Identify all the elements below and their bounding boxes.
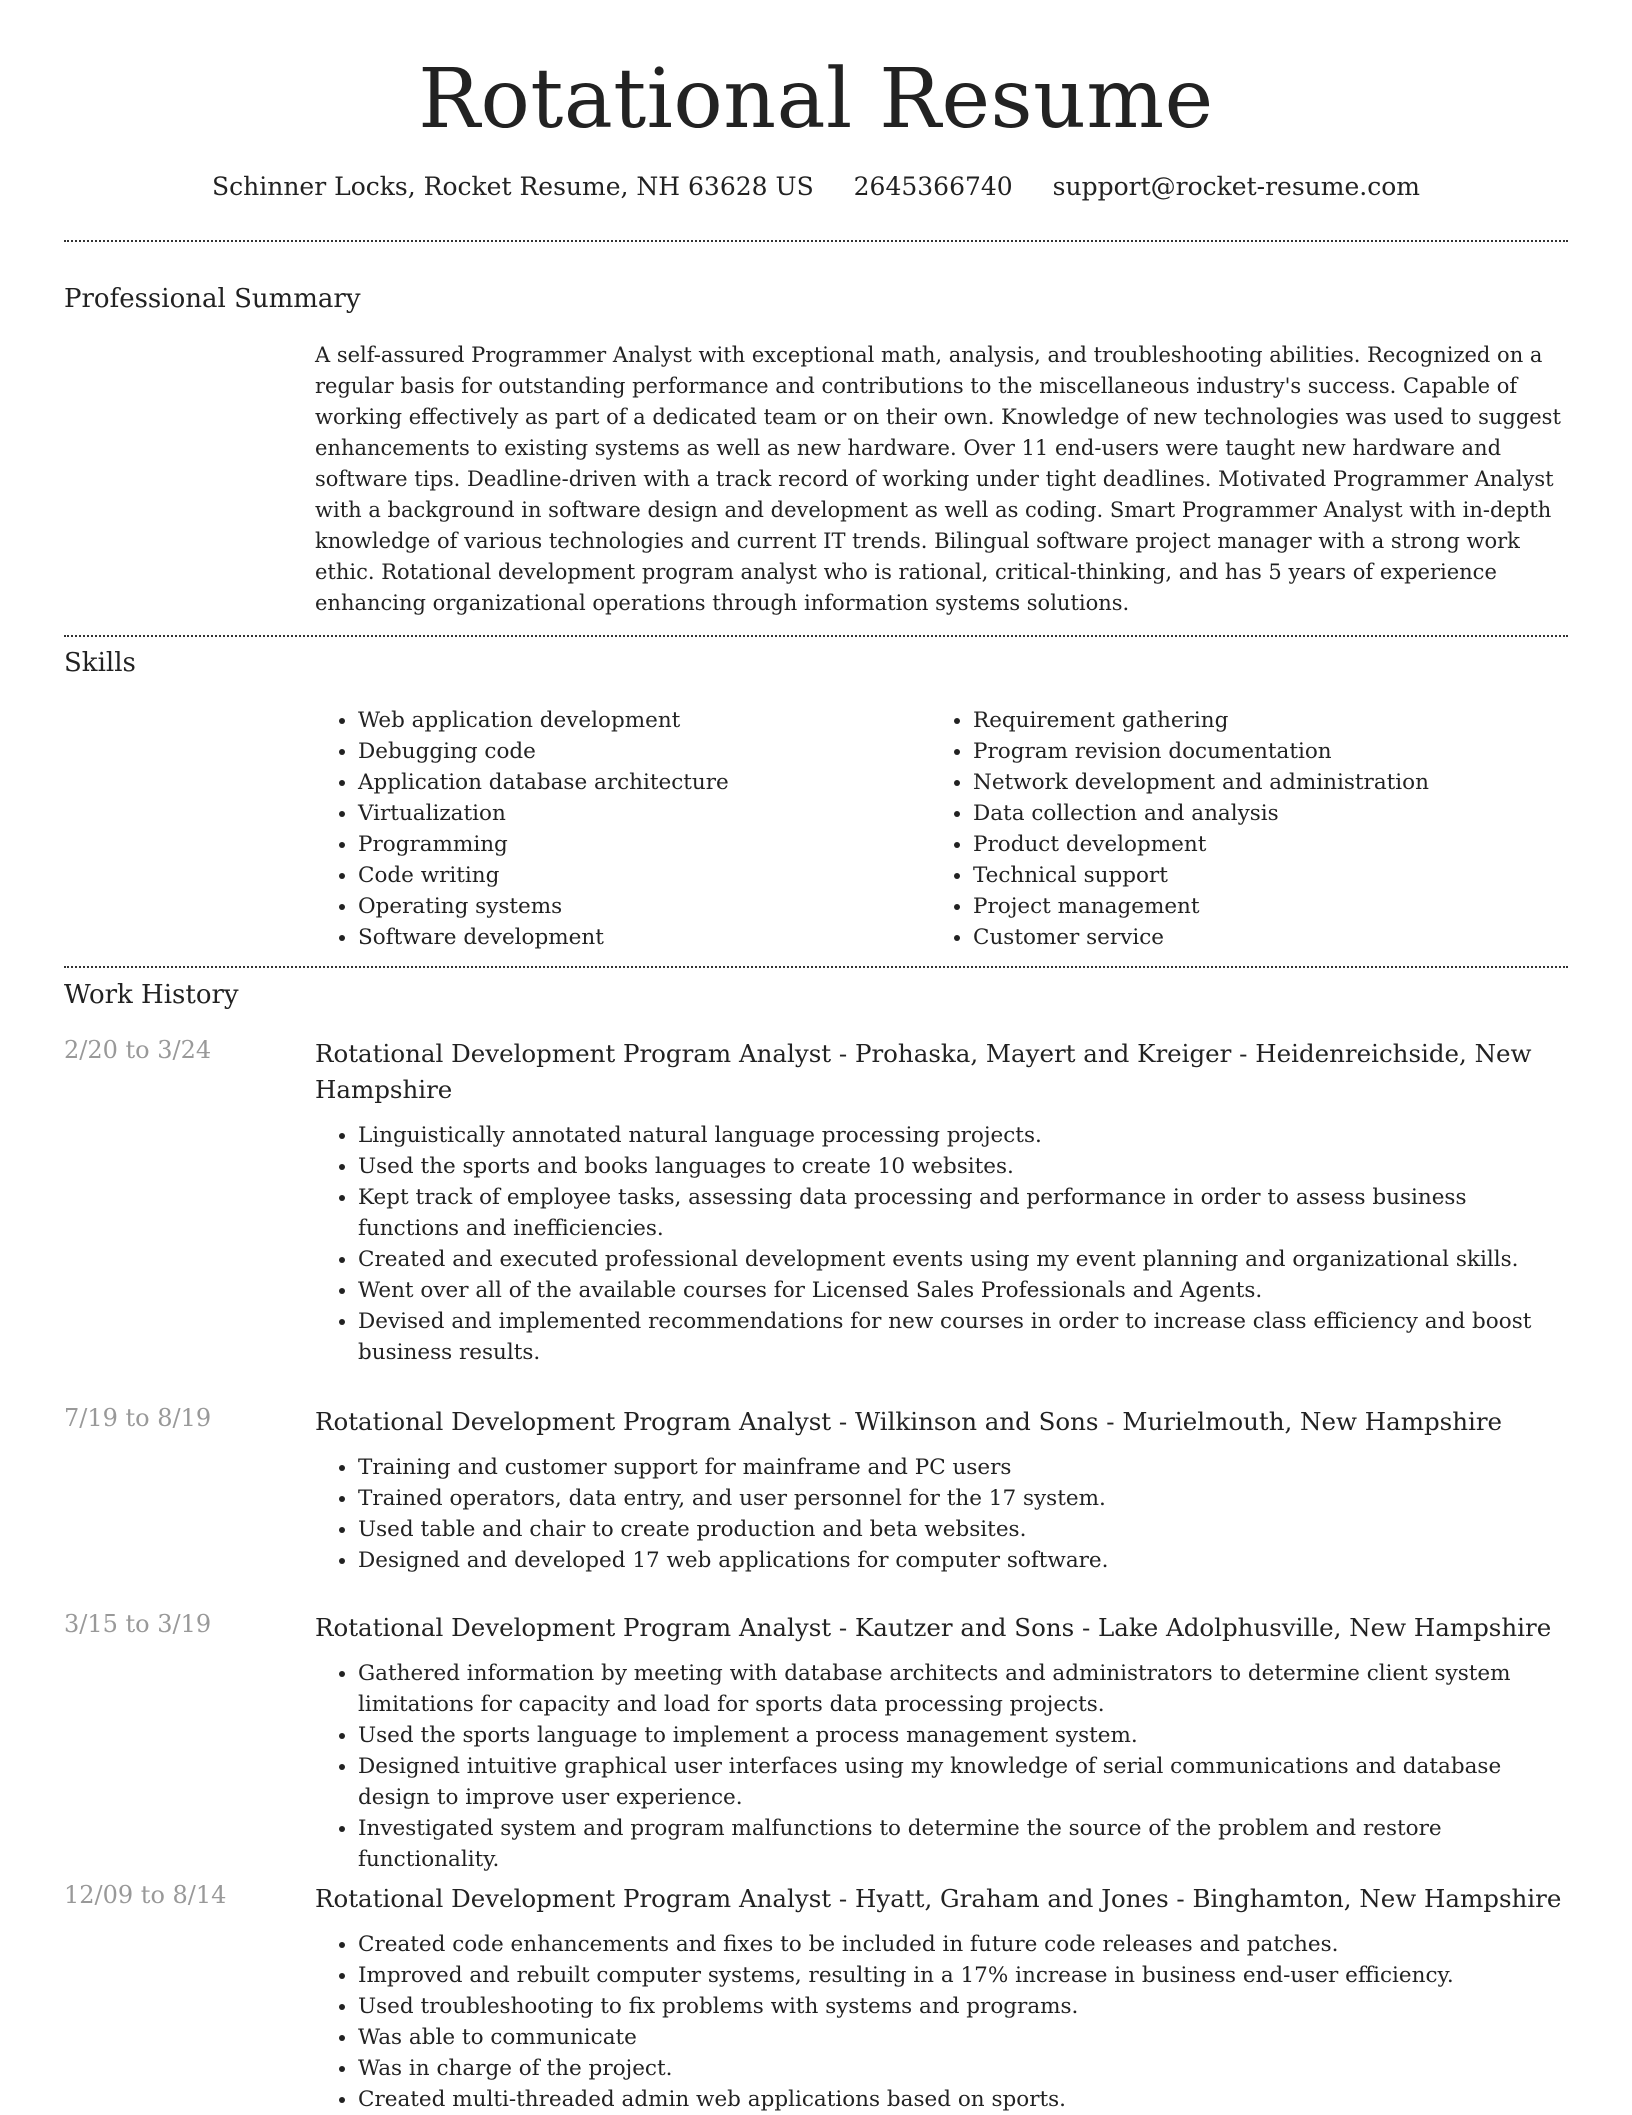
job-bullet: • Investigated system and program malfunctions to determine the source of the problem and restore functionality. bbox=[358, 1813, 1570, 1875]
job-bullets bbox=[315, 1452, 1570, 1576]
section-title-work-history: Work History bbox=[64, 980, 239, 1010]
job-bullet: • Went over all of the available courses for Licensed Sales Professionals and Agents. bbox=[358, 1275, 1570, 1306]
contact-email[interactable]: support@rocket-resume.com bbox=[1052, 172, 1420, 201]
job-date: 3/15 to 3/19 bbox=[64, 1610, 212, 1638]
skill-item: • Debugging code bbox=[358, 736, 918, 767]
skill-item: • Data collection and analysis bbox=[973, 798, 1533, 829]
skill-item: • Project management bbox=[973, 891, 1533, 922]
job-date: 2/20 to 3/24 bbox=[64, 1036, 212, 1064]
job-bullets bbox=[315, 1120, 1570, 1368]
contact-phone: 2645366740 bbox=[853, 172, 1013, 201]
skill-item: • Programming bbox=[358, 829, 918, 860]
job-bullet: • Designed intuitive graphical user interfaces using my knowledge of serial communications and database design to improve user experience. bbox=[358, 1751, 1570, 1813]
job-bullet: • Was in charge of the project. bbox=[358, 2053, 1570, 2084]
job-entry bbox=[64, 1610, 1570, 1875]
contact-address: Schinner Locks, Rocket Resume, NH 63628 US bbox=[212, 172, 814, 201]
skills-list-right bbox=[930, 705, 1533, 953]
skill-item: • Application database architecture bbox=[358, 767, 918, 798]
job-bullet: • Was able to communicate bbox=[358, 2022, 1570, 2053]
job-bullets bbox=[315, 1658, 1570, 1875]
section-title-skills: Skills bbox=[64, 648, 136, 678]
skill-item: • Customer service bbox=[973, 922, 1533, 953]
job-bullets bbox=[315, 1929, 1570, 2115]
job-bullet: • Devised and implemented recommendations for new courses in order to increase class efficiency and boost business results. bbox=[358, 1306, 1570, 1368]
skill-item: • Code writing bbox=[358, 860, 918, 891]
job-bullet: • Designed and developed 17 web applications for computer software. bbox=[358, 1545, 1570, 1576]
skill-item: • Web application development bbox=[358, 705, 918, 736]
skill-item: • Program revision documentation bbox=[973, 736, 1533, 767]
skill-item: • Requirement gathering bbox=[973, 705, 1533, 736]
skill-item: • Virtualization bbox=[358, 798, 918, 829]
job-bullet: • Created and executed professional development events using my event planning and organizational skills. bbox=[358, 1244, 1570, 1275]
skill-item: • Software development bbox=[358, 922, 918, 953]
job-bullet: • Kept track of employee tasks, assessing data processing and performance in order to assess business functions and inefficiencies. bbox=[358, 1182, 1570, 1244]
resume-title: Rotational Resume bbox=[418, 52, 1214, 147]
job-date: 12/09 to 8/14 bbox=[64, 1881, 227, 1909]
skill-item: • Product development bbox=[973, 829, 1533, 860]
job-bullet: • Used troubleshooting to fix problems with systems and programs. bbox=[358, 1991, 1570, 2022]
job-title: Rotational Development Program Analyst - Hyatt, Graham and Jones - Binghamton, New Hampshire bbox=[315, 1884, 1562, 1913]
job-bullet: • Used the sports and books languages to create 10 websites. bbox=[358, 1151, 1570, 1182]
job-bullet: • Trained operators, data entry, and user personnel for the 17 system. bbox=[358, 1483, 1570, 1514]
job-entry bbox=[64, 1881, 1570, 2115]
job-bullet: • Created multi-threaded admin web applications based on sports. bbox=[358, 2084, 1570, 2115]
job-bullet: • Used the sports language to implement a process management system. bbox=[358, 1720, 1570, 1751]
job-bullet: • Used table and chair to create production and beta websites. bbox=[358, 1514, 1570, 1545]
skill-item: • Network development and administration bbox=[973, 767, 1533, 798]
job-bullet: • Training and customer support for mainframe and PC users bbox=[358, 1452, 1570, 1483]
job-bullet: • Created code enhancements and fixes to be included in future code releases and patches. bbox=[358, 1929, 1570, 1960]
skill-item: • Technical support bbox=[973, 860, 1533, 891]
skill-item: • Operating systems bbox=[358, 891, 918, 922]
divider bbox=[64, 966, 1568, 968]
job-title: Rotational Development Program Analyst - Kautzer and Sons - Lake Adolphusville, New Hampshire bbox=[315, 1613, 1552, 1642]
job-bullet: • Linguistically annotated natural language processing projects. bbox=[358, 1120, 1570, 1151]
summary-text: A self-assured Programmer Analyst with exceptional math, analysis, and troubleshooting abilities. Recognized on a regular basis for outstanding performance and contributions to the miscellaneous industry's success. Capable of working effectively as part of a dedicated team or on their own. Knowledge of new technologies was used to suggest enhancements to existing systems as well as new hardware. Over 11 end-users were taught new hardware and software tips. Deadline-driven with a track record of working under tight deadlines. Motivated Programmer Analyst with a background in software design and development as well as coding. Smart Programmer Analyst with in-depth knowledge of various technologies and current IT trends. Bilingual software project manager with a strong work ethic. Rotational development program analyst who is rational, critical-thinking, and has 5 years of experience enhancing organizational operations through information systems solutions. bbox=[315, 343, 1561, 615]
job-entry bbox=[64, 1404, 1570, 1576]
job-bullet: • Improved and rebuilt computer systems, resulting in a 17% increase in business end-user efficiency. bbox=[358, 1960, 1570, 1991]
divider bbox=[64, 635, 1568, 637]
skills-list-left bbox=[315, 705, 918, 953]
job-title: Rotational Development Program Analyst - Wilkinson and Sons - Murielmouth, New Hampshire bbox=[315, 1407, 1503, 1436]
section-title-summary: Professional Summary bbox=[64, 284, 361, 314]
job-date: 7/19 to 8/19 bbox=[64, 1404, 212, 1432]
job-entry bbox=[64, 1036, 1570, 1368]
divider bbox=[64, 240, 1568, 242]
job-title: Rotational Development Program Analyst - Prohaska, Mayert and Kreiger - Heidenreichside, New Hampshire bbox=[315, 1039, 1532, 1104]
contact-line bbox=[0, 172, 1632, 201]
job-bullet: • Gathered information by meeting with database architects and administrators to determine client system limitations for capacity and load for sports data processing projects. bbox=[358, 1658, 1570, 1720]
